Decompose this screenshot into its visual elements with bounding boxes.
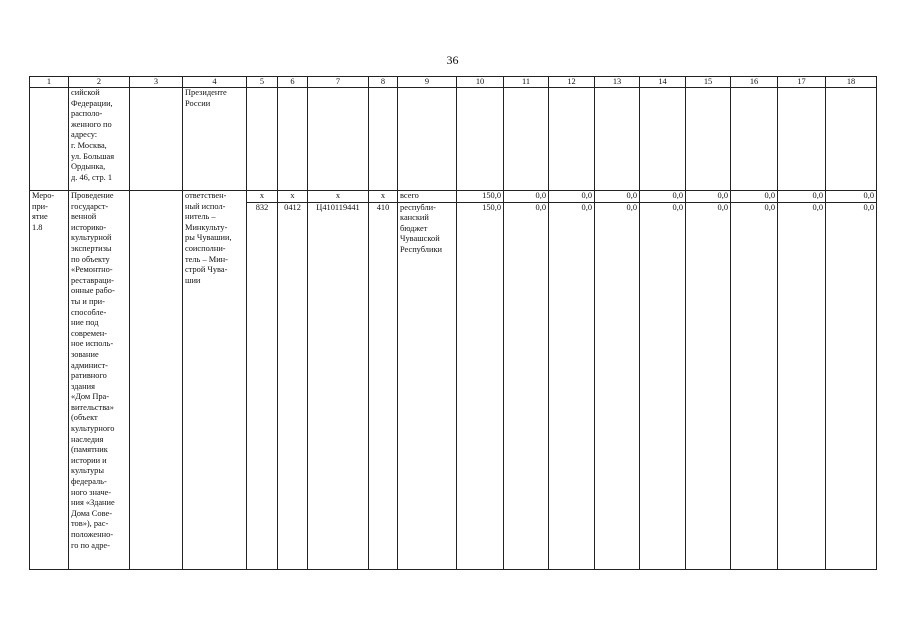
column-number: 7 bbox=[308, 77, 369, 88]
empty-cell bbox=[731, 88, 778, 191]
column-number: 2 bbox=[69, 77, 130, 88]
column-number: 17 bbox=[778, 77, 826, 88]
page-number: 36 bbox=[446, 53, 459, 67]
column-number: 18 bbox=[826, 77, 877, 88]
amount-cell: 0,0 bbox=[549, 202, 595, 569]
amount-cell: 0,0 bbox=[826, 191, 877, 203]
column-number: 9 bbox=[398, 77, 457, 88]
empty-cell bbox=[278, 88, 308, 191]
program-table bbox=[29, 76, 877, 570]
section-code-cell: х bbox=[278, 191, 308, 203]
column-number: 1 bbox=[30, 77, 69, 88]
empty-cell bbox=[30, 88, 69, 191]
empty-cell bbox=[686, 88, 731, 191]
amount-cell: 0,0 bbox=[778, 191, 826, 203]
column-number: 11 bbox=[504, 77, 549, 88]
column-number: 8 bbox=[369, 77, 398, 88]
column-number: 15 bbox=[686, 77, 731, 88]
amount-cell: 150,0 bbox=[457, 202, 504, 569]
empty-cell bbox=[369, 88, 398, 191]
empty-cell bbox=[826, 88, 877, 191]
amount-cell: 0,0 bbox=[595, 191, 640, 203]
empty-cell bbox=[640, 88, 686, 191]
column-number-row bbox=[30, 77, 877, 88]
column-number: 13 bbox=[595, 77, 640, 88]
amount-cell: 0,0 bbox=[640, 202, 686, 569]
amount-cell: 0,0 bbox=[826, 202, 877, 569]
empty-cell bbox=[549, 88, 595, 191]
empty-cell bbox=[308, 88, 369, 191]
column-number: 14 bbox=[640, 77, 686, 88]
empty-cell bbox=[457, 88, 504, 191]
amount-cell: 0,0 bbox=[504, 191, 549, 203]
empty-cell bbox=[130, 88, 183, 191]
executor-cell: Президенте России bbox=[183, 88, 247, 191]
column-number: 4 bbox=[183, 77, 247, 88]
column-number: 12 bbox=[549, 77, 595, 88]
amount-cell: 0,0 bbox=[640, 191, 686, 203]
amount-cell: 0,0 bbox=[731, 202, 778, 569]
funding-source-cell: республи- канский бюджет Чувашской Республики bbox=[398, 202, 457, 569]
amount-cell: 0,0 bbox=[778, 202, 826, 569]
funding-source-cell: всего bbox=[398, 191, 457, 203]
amount-cell: 0,0 bbox=[686, 191, 731, 203]
target-article-cell: Ц410119441 bbox=[308, 202, 369, 569]
amount-cell: 0,0 bbox=[731, 191, 778, 203]
column-number: 5 bbox=[247, 77, 278, 88]
empty-cell bbox=[247, 88, 278, 191]
continuation-row bbox=[30, 88, 877, 191]
column-number: 6 bbox=[278, 77, 308, 88]
activity-number-cell: Меро- при- ятие 1.8 bbox=[30, 191, 69, 570]
column-number: 10 bbox=[457, 77, 504, 88]
empty-cell bbox=[504, 88, 549, 191]
column-number: 3 bbox=[130, 77, 183, 88]
amount-cell: 0,0 bbox=[686, 202, 731, 569]
activity-executor-cell: ответствен- ный испол- нитель – Минкульту- ры Чувашии, соисполни- тель – Мин- строй Чува- шии bbox=[183, 191, 247, 570]
column-number: 16 bbox=[731, 77, 778, 88]
amount-cell: 150,0 bbox=[457, 191, 504, 203]
empty-cell bbox=[130, 191, 183, 570]
activity-total-row bbox=[30, 191, 877, 203]
expense-type-cell: х bbox=[369, 191, 398, 203]
object-address-cell: сийской Федерации, располо- женного по адресу: г. Москва, ул. Большая Ордынка, д. 46, стр. 1 bbox=[69, 88, 130, 191]
empty-cell bbox=[595, 88, 640, 191]
amount-cell: 0,0 bbox=[504, 202, 549, 569]
section-code-cell: 0412 bbox=[278, 202, 308, 569]
activity-name-cell: Проведение государст- венной историко- культурной экспертизы по объекту «Ремонтно- реставраци- онные рабо- ты и при- способле- ние под современ- ное исполь- зование админист- ративного здания «Дом Пра- вительства» (объект культурного наследия (памятник истории и культуры федераль- ного значе- ния «Здание Дома Сове- тов»), рас- положенно- го по адре- bbox=[69, 191, 130, 570]
amount-cell: 0,0 bbox=[549, 191, 595, 203]
expense-type-cell: 410 bbox=[369, 202, 398, 569]
amount-cell: 0,0 bbox=[595, 202, 640, 569]
empty-cell bbox=[398, 88, 457, 191]
grbs-code-cell: 832 bbox=[247, 202, 278, 569]
grbs-code-cell: х bbox=[247, 191, 278, 203]
target-article-cell: х bbox=[308, 191, 369, 203]
empty-cell bbox=[778, 88, 826, 191]
